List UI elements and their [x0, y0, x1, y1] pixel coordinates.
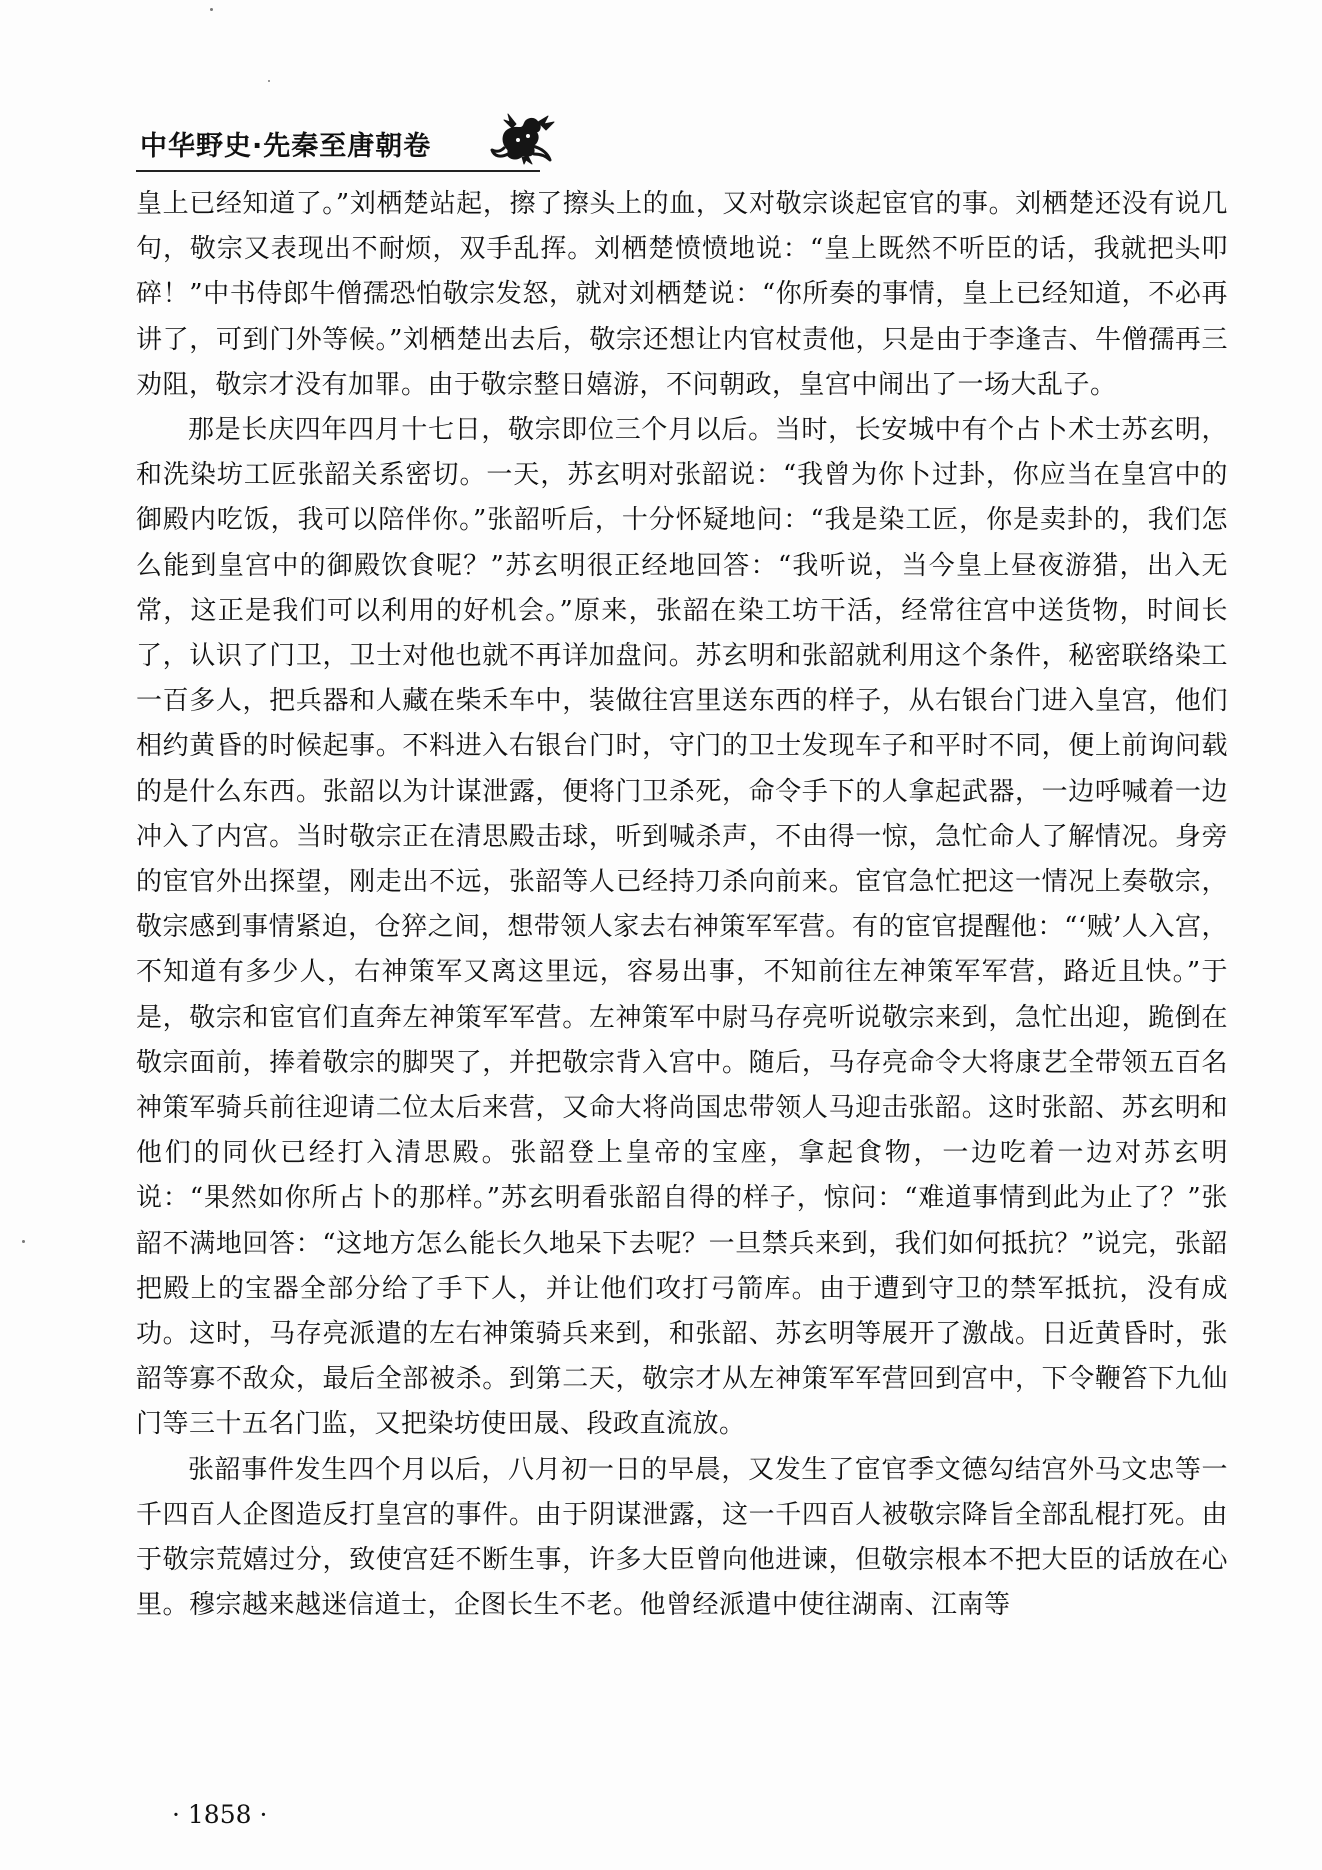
page-number: · 1858 · — [172, 1800, 268, 1829]
paragraph: 那是长庆四年四月十七日，敬宗即位三个月以后。当时，长安城中有个占卜术士苏玄明，和洗染坊工匠张韶关系密切。一天，苏玄明对张韶说：“我曾为你卜过卦，你应当在皇宫中的御殿内吃饭，我可以陪伴你。”张韶听后，十分怀疑地问：“我是染工匠，你是卖卦的，我们怎么能到皇宫中的御殿饮食呢？”苏玄明很正经地回答：“我听说，当今皇上昼夜游猎，出入无常，这正是我们可以利用的好机会。”原来，张韶在染工坊干活，经常往宫中送货物，时间长了，认识了门卫，卫士对他也就不再详加盘问。苏玄明和张韶就利用这个条件，秘密联络染工一百多人，把兵器和人藏在柴禾车中，装做往宫里送东西的样子，从右银台门进入皇宫，他们相约黄昏的时候起事。不料进入右银台门时，守门的卫士发现车子和平时不同，便上前询问载的是什么东西。张韶以为计谋泄露，便将门卫杀死，命令手下的人拿起武器，一边呼喊着一边冲入了内宫。当时敬宗正在清思殿击球，听到喊杀声，不由得一惊，急忙命人了解情况。身旁的宦官外出探望，刚走出不远，张韶等人已经持刀杀向前来。宦官急忙把这一情况上奏敬宗，敬宗感到事情紧迫，仓猝之间，想带领人家去右神策军军营。有的宦官提醒他：“‘贼’人入宫，不知道有多少人，右神策军又离这里远，容易出事，不知前往左神策军军营，路近且快。”于是，敬宗和宦官们直奔左神策军军营。左神策军中尉马存亮听说敬宗来到，急忙出迎，跪倒在敬宗面前，捧着敬宗的脚哭了，并把敬宗背入宫中。随后，马存亮命令大将康艺全带领五百名神策军骑兵前往迎请二位太后来营，又命大将尚国忠带领人马迎击张韶。这时张韶、苏玄明和他们的同伙已经打入清思殿。张韶登上皇帝的宝座，拿起食物，一边吃着一边对苏玄明说：“果然如你所占卜的那样。”苏玄明看张韶自得的样子，惊问：“难道事情到此为止了？”张韶不满地回答：“这地方怎么能长久地呆下去呢？一旦禁兵来到，我们如何抵抗？”说完，张韶把殿上的宝器全部分给了手下人，并让他们攻打弓箭库。由于遭到守卫的禁军抵抗，没有成功。这时，马存亮派遣的左右神策骑兵来到，和张韶、苏玄明等展开了激战。日近黄昏时，张韶等寡不敌众，最后全部被杀。到第二天，敬宗才从左神策军军营回到宫中，下令鞭笞下九仙门等三十五名门监，又把染坊使田晟、段政直流放。 — [136, 415, 1228, 1440]
scan-speck — [210, 8, 213, 11]
scan-speck — [268, 80, 270, 82]
scan-speck — [22, 1240, 25, 1243]
book-title: 中华野史·先秦至唐朝卷 — [140, 131, 432, 162]
paragraph: 皇上已经知道了。”刘栖楚站起，擦了擦头上的血，又对敬宗谈起宦官的事。刘栖楚还没有说几句，敬宗又表现出不耐烦，双手乱挥。刘栖楚愤愤地说：“皇上既然不听臣的话，我就把头叩碎！”中书侍郎牛僧孺恐怕敬宗发怒，就对刘栖楚说：“你所奏的事情，皇上已经知道，不必再讲了，可到门外等候。”刘栖楚出去后，敬宗还想让内官杖责他，只是由于李逢吉、牛僧孺再三劝阻，敬宗才没有加罪。由于敬宗整日嬉游，不问朝政，皇宫中闹出了一场大乱子。 — [136, 189, 1228, 400]
dragon-icon — [488, 110, 560, 166]
header-rule — [136, 170, 540, 172]
body-text — [136, 182, 1228, 1629]
paragraph: 张韶事件发生四个月以后，八月初一日的早晨，又发生了宦官季文德勾结宫外马文忠等一千四百人企图造反打皇宫的事件。由于阴谋泄露，这一千四百人被敬宗降旨全部乱棍打死。由于敬宗荒嬉过分，致使宫廷不断生事，许多大臣曾向他进谏，但敬宗根本不把大臣的话放在心里。穆宗越来越迷信道士，企图长生不老。他曾经派遣中使往湖南、江南等 — [136, 1454, 1228, 1621]
running-header — [136, 110, 1226, 170]
